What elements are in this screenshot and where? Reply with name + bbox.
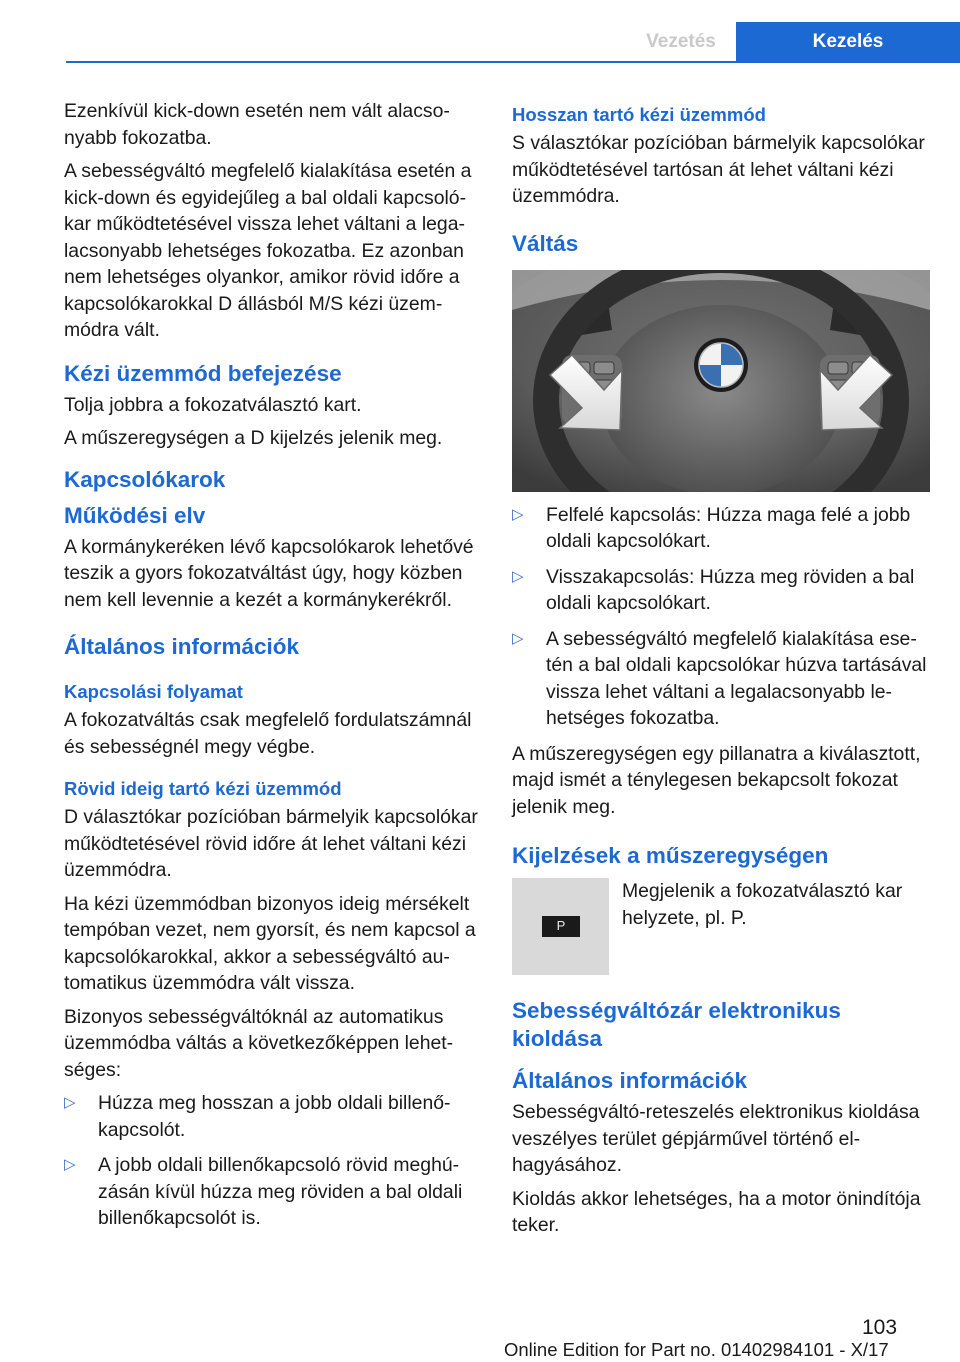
paragraph: S választókar pozícióban bármelyik kapcsolókar működtetésével tartósan át lehet váltani kézi üzemmódra. (512, 132, 925, 207)
list-item-text: Húzza meg hosszan a jobb oldali billenőkapcsolót. (98, 1092, 451, 1141)
paragraph: A fokozatváltás csak megfelelő fordulatszámnál és sebességnél megy végbe. (64, 709, 472, 758)
paragraph: A kormánykeréken lévő kapcsolókarok lehetővé teszik a gyors fokozatváltást úgy, hogy közben nem kell levennie a kezét a kormánykerékről. (64, 535, 474, 611)
triangle-bullet-icon: ▷ (512, 567, 524, 585)
heading-sebessegvaltozar: Sebességváltózár elektronikus kioldása (512, 998, 841, 1051)
paragraph: A műszeregységen a D kijelzés jelenik meg. (64, 427, 443, 449)
gear-display-thumbnail (512, 878, 609, 975)
paragraph: A sebességváltó megfelelő kialakítása esetén a kick-down és egyidejűleg a bal oldali kapcsolókar működtetésével vissza lehet váltani a legalacsonyabb lehetséges fokozatba. Ez azonban nem lehetséges olyankor, amikor rövid időre a kapcsolókarokkal D állásból M/S kézi üzemmódra vált. (64, 160, 472, 341)
paragraph: D választókar pozícióban bármelyik kapcsolókar működtetésével rövid időre át lehet váltani kézi üzemmódra. (64, 806, 478, 881)
triangle-bullet-icon: ▷ (64, 1094, 76, 1111)
list-item (64, 1090, 480, 1143)
heading-rovid-ideig: Rövid ideig tartó kézi üzemmód (64, 778, 342, 799)
edition-label: Online Edition for Part no. 01402984101 - X/17 (504, 1339, 889, 1360)
heading-kapcsolasi-folyamat: Kapcsolási folyamat (64, 681, 243, 702)
paragraph: Bizonyos sebességváltóknál az automatikus üzemmódba váltás a következőképpen lehetséges: (64, 1005, 454, 1081)
list-item (512, 564, 930, 617)
list-item (64, 1152, 480, 1232)
heading-kijelzesek: Kijelzések a műszeregységen (512, 843, 829, 868)
paragraph: Ha kézi üzemmódban bizonyos ideig mérsékelt tempóban vezet, nem gyorsít, és nem kapcsol a kapcsolókarokkal, akkor a sebességváltó automatikus üzemmódra vált vissza. (64, 892, 476, 994)
triangle-bullet-icon: ▷ (512, 505, 524, 523)
gear-position-symbol: P (556, 918, 566, 933)
paragraph: Kioldás akkor lehetséges, ha a motor önindítója teker. (512, 1187, 921, 1236)
tab-vezetes[interactable]: Vezetés (646, 31, 716, 52)
paragraph: Tolja jobbra a fokozatválasztó kart. (64, 393, 362, 416)
list-item (512, 502, 930, 555)
header-rule (66, 61, 960, 63)
display-indicator-row (512, 878, 930, 975)
paragraph: Sebességváltó-reteszelés elektronikus kioldása veszélyes terület gépjárművel történő elhagyásához. (512, 1101, 920, 1176)
paragraph: Ezenkívül kick-down esetén nem vált alacsonyabb fokozatba. (64, 100, 450, 149)
heading-hosszan-tarto: Hosszan tartó kézi üzemmód (512, 104, 766, 125)
bullet-list (64, 1090, 480, 1232)
left-column (64, 98, 480, 1241)
list-item-text: Visszakapcsolás: Húzza meg röviden a bal oldali kapcsolókart. (546, 565, 915, 614)
tab-kezeles[interactable]: Kezelés (736, 22, 960, 62)
triangle-bullet-icon: ▷ (64, 1156, 76, 1173)
top-navigation (66, 22, 960, 62)
paragraph: A műszeregységen egy pillanatra a kiválasztott, majd ismét a ténylegesen bekapcsolt fokozat jelenik meg. (512, 742, 921, 818)
list-item-text: Felfelé kapcsolás: Húzza maga felé a jobb oldali kapcsolókart. (546, 503, 911, 552)
heading-altalanos-informaciok-2: Általános információk (512, 1068, 748, 1093)
list-item (512, 626, 930, 732)
heading-kapcsolokarok: Kapcsolókarok (64, 466, 226, 492)
triangle-bullet-icon: ▷ (512, 629, 524, 647)
heading-valtas: Váltás (512, 230, 579, 256)
list-item-text: A sebességváltó megfelelő kialakítása esetén a bal oldali kapcsolókar húzva tartásával vissza lehet váltani a legalacsonyabb lehetséges fokozatba. (546, 627, 927, 729)
gear-display-screen (542, 916, 580, 937)
display-indicator-text: Megjelenik a fokozatválasztó kar helyzete, pl. P. (622, 880, 903, 929)
list-item-text: A jobb oldali billenőkapcsoló rövid meghúzásán kívül húzza meg röviden a bal oldali billenőkapcsolót is. (98, 1154, 463, 1229)
right-column (512, 98, 930, 1246)
page-number: 103 (862, 1316, 898, 1339)
heading-altalanos-informaciok: Általános információk (64, 634, 300, 659)
heading-mukodesi-elv: Működési elv (64, 502, 206, 528)
bullet-list (512, 502, 930, 732)
steering-wheel-paddles-photo (512, 270, 930, 492)
heading-kezi-uzemmod-befejezese: Kézi üzemmód befejezése (64, 360, 342, 386)
